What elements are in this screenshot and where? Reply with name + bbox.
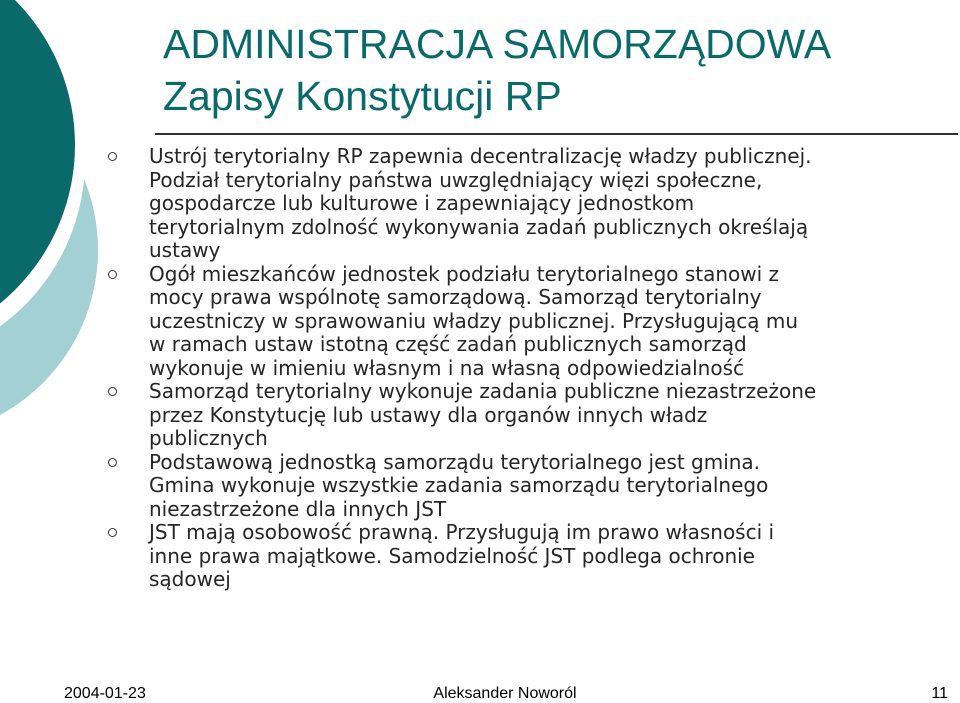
footer-author: Aleksander Noworól xyxy=(433,685,577,702)
slide-title xyxy=(163,18,943,122)
bullet-item xyxy=(108,521,948,592)
bullet-item xyxy=(108,380,948,451)
bullet-text: Ogół mieszkańców jednostek podziału terytorialnego stanowi z mocy prawa wspólnotę samorządową. Samorząd terytorialny uczestniczy w sprawowaniu władzy publicznej. Przysługującą mu w ramach ustaw istotną część zadań publicznych samorząd wykonuje w imieniu własnym i na własną odpowiedzialność xyxy=(149,261,799,380)
bullet-list xyxy=(108,145,948,592)
bullet-text: JST mają osobowość prawną. Przysługują im prawo własności i inne prawa majątkowe. Samodzielność JST podlega ochronie sądowej xyxy=(149,520,775,591)
bullet-circle-icon xyxy=(108,152,117,161)
slide-title-line-1: ADMINISTRACJA SAMORZĄDOWA xyxy=(163,21,832,67)
bullet-item xyxy=(108,145,948,263)
bullet-item xyxy=(108,263,948,381)
bullet-text: Ustrój terytorialny RP zapewnia decentralizację władzy publicznej. Podział terytorialny państwa uwzględniający więzi społeczne, gospodarcze lub kulturowe i zapewniający jednostkom terytorialnym zdolność wykonywania zadań publicznych określają ustawy xyxy=(149,144,812,262)
bullet-circle-icon xyxy=(108,458,117,467)
bullet-text: Podstawową jednostką samorządu terytorialnego jest gmina. Gmina wykonuje wszystkie zadania samorządu terytorialnego niezastrzeżone dla innych JST xyxy=(149,449,769,521)
bullet-circle-icon xyxy=(108,387,117,396)
bullet-circle-icon xyxy=(108,270,117,279)
bullet-text: Samorząd terytorialny wykonuje zadania publiczne niezastrzeżone przez Konstytucję lub ustawy dla organów innych władz publicznych xyxy=(149,379,817,450)
slide-title-line-2: Zapisy Konstytucji RP xyxy=(163,73,562,119)
bullet-item xyxy=(108,451,948,522)
page-number: 11 xyxy=(931,685,948,702)
title-divider xyxy=(155,133,958,135)
footer-date: 2004-01-23 xyxy=(64,685,146,702)
bullet-circle-icon xyxy=(108,528,117,537)
